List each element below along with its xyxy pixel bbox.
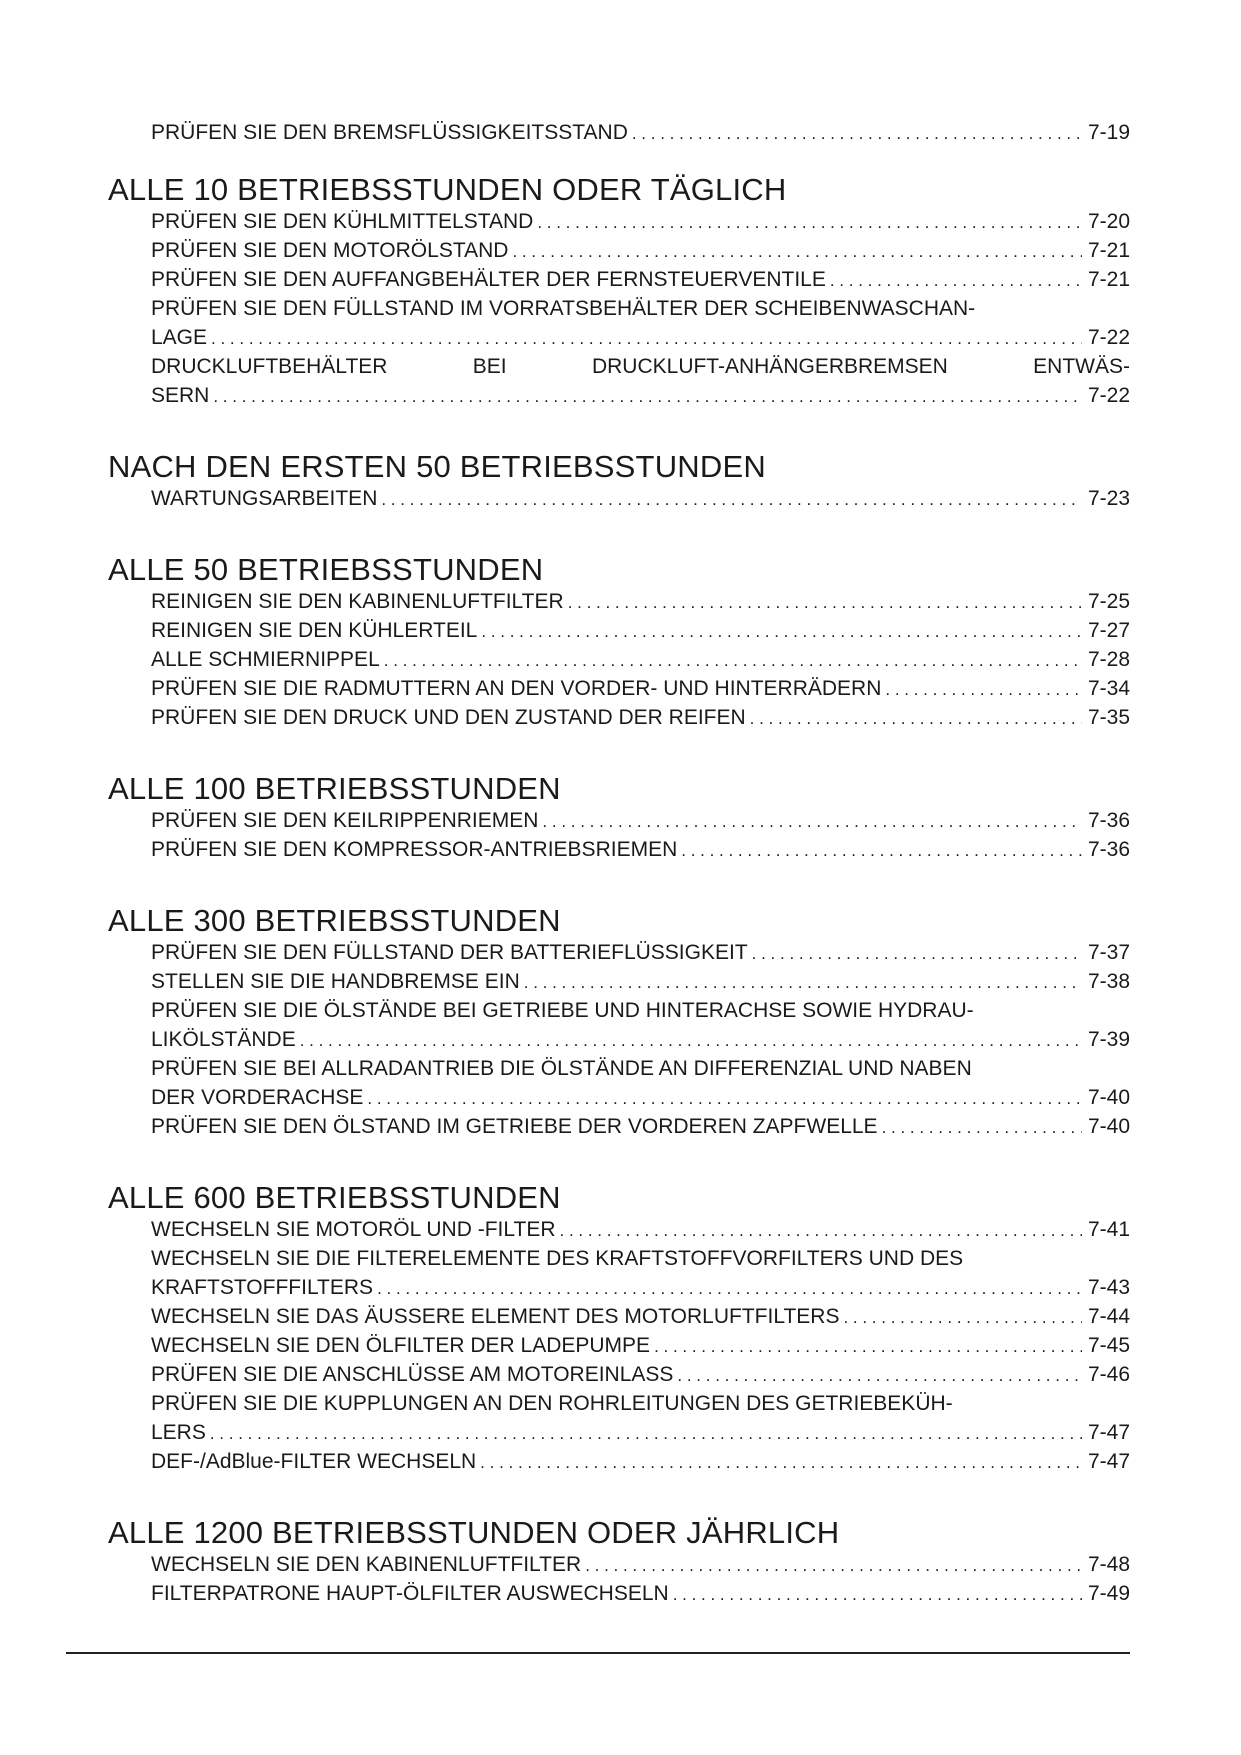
toc-entry-text-line1: WECHSELN SIE DIE FILTERELEMENTE DES KRAFTSTOFFVORFILTERS UND DES [151,1247,964,1270]
toc-entry [151,1302,1130,1331]
word: DRUCKLUFT-ANHÄNGERBREMSEN [591,355,948,378]
toc-entry [151,938,1130,967]
toc-entry-text: PRÜFEN SIE DEN MOTORÖLSTAND [151,239,509,262]
toc-entry-text: PRÜFEN SIE DEN ÖLSTAND IM GETRIEBE DER VORDEREN ZAPFWELLE [151,1115,878,1138]
toc-entry [151,207,1130,236]
footer-rule [66,1652,1130,1654]
toc-entry [151,1550,1130,1579]
table-of-contents [108,118,1130,1608]
toc-entry-text: LIKÖLSTÄNDE [151,1028,296,1051]
toc-section [108,772,1130,864]
toc-entry-text: REINIGEN SIE DEN KABINENLUFTFILTER [151,590,564,613]
toc-entry-text: DER VORDERACHSE [151,1086,364,1109]
toc-entry-text: LERS [151,1421,206,1444]
dot-leader [512,236,1082,266]
dot-leader [654,1331,1082,1361]
toc-entry-page: 7-43 [1087,1276,1130,1299]
toc-entry-text: LAGE [151,326,208,349]
dot-leader [568,587,1082,617]
dot-leader [882,1112,1082,1142]
toc-entry-page: 7-19 [1087,121,1130,144]
toc-entry-text: STELLEN SIE DIE HANDBREMSE EIN [151,970,520,993]
dot-leader [381,484,1082,514]
section-heading: ALLE 10 BETRIEBSSTUNDEN ODER TÄGLICH [108,172,787,207]
toc-entry-page: 7-40 [1087,1115,1130,1138]
section-heading: NACH DEN ERSTEN 50 BETRIEBSSTUNDEN [108,449,766,484]
dot-leader [585,1550,1082,1580]
toc-entry-text-line1: PRÜFEN SIE BEI ALLRADANTRIEB DIE ÖLSTÄNDE AN DIFFERENZIAL UND NABEN [151,1057,972,1080]
dot-leader [632,118,1082,148]
top-entries [151,118,1130,147]
dot-leader [213,381,1082,411]
toc-entry-page: 7-44 [1087,1305,1130,1328]
toc-entry [151,352,1130,410]
toc-entry-page: 7-37 [1087,941,1130,964]
toc-entry-page: 7-28 [1087,648,1130,671]
toc-entry [151,835,1130,864]
toc-entry-page: 7-49 [1087,1582,1130,1605]
toc-entry [151,645,1130,674]
dot-leader [681,835,1082,865]
toc-entry-page: 7-38 [1087,970,1130,993]
toc-entry [151,1244,1130,1302]
toc-entry-page: 7-45 [1087,1334,1130,1357]
toc-entry-page: 7-21 [1087,239,1130,262]
dot-leader [673,1579,1082,1609]
toc-entry [151,1360,1130,1389]
toc-entry-page: 7-27 [1087,619,1130,642]
toc-entry [151,1331,1130,1360]
dot-leader [752,938,1082,968]
toc-entry-text: PRÜFEN SIE DEN FÜLLSTAND DER BATTERIEFLÜSSIGKEIT [151,941,748,964]
toc-entry-text: WECHSELN SIE DEN KABINENLUFTFILTER [151,1553,582,1576]
dot-leader [560,1215,1082,1245]
toc-entry-text: PRÜFEN SIE DEN BREMSFLÜSSIGKEITSSTAND [151,121,628,144]
dot-leader [750,703,1082,733]
toc-section [108,173,1130,410]
toc-entry [151,587,1130,616]
toc-entry-page: 7-22 [1087,326,1130,349]
toc-section [108,1516,1130,1608]
dot-leader [377,1273,1082,1303]
section-heading: ALLE 300 BETRIEBSSTUNDEN [108,903,561,938]
toc-entry-page: 7-36 [1087,809,1130,832]
toc-entry-page: 7-35 [1087,706,1130,729]
dot-leader [885,674,1082,704]
toc-entry [151,265,1130,294]
toc-entry-text-line1: PRÜFEN SIE DIE ÖLSTÄNDE BEI GETRIEBE UND HINTERACHSE SOWIE HYDRAU- [151,999,974,1022]
toc-entry-page: 7-36 [1087,838,1130,861]
toc-entry-text: PRÜFEN SIE DEN KEILRIPPENRIEMEN [151,809,539,832]
toc-entry-text: FILTERPATRONE HAUPT-ÖLFILTER AUSWECHSELN [151,1582,669,1605]
toc-entry [151,1112,1130,1141]
toc-entry [151,484,1130,513]
toc-entry-text: PRÜFEN SIE DIE ANSCHLÜSSE AM MOTOREINLASS [151,1363,674,1386]
toc-entry-text: KRAFTSTOFFFILTERS [151,1276,374,1299]
toc-entry-page: 7-46 [1087,1363,1130,1386]
dot-leader [210,1418,1082,1448]
dot-leader [537,207,1082,237]
toc-entry [151,806,1130,835]
toc-section [108,904,1130,1141]
section-heading: ALLE 100 BETRIEBSSTUNDEN [108,771,561,806]
toc-entry-page: 7-41 [1087,1218,1130,1241]
toc-entry [151,967,1130,996]
toc-entry-text-line1: PRÜFEN SIE DEN FÜLLSTAND IM VORRATSBEHÄLTER DER SCHEIBENWASCHAN- [151,297,976,320]
toc-entry-text: REINIGEN SIE DEN KÜHLERTEIL [151,619,478,642]
dot-leader [843,1302,1082,1332]
toc-entry [151,1215,1130,1244]
toc-entry-text: WECHSELN SIE MOTORÖL UND -FILTER [151,1218,556,1241]
dot-leader [481,616,1082,646]
dot-leader [211,323,1082,353]
toc-entry-page: 7-23 [1087,487,1130,510]
dot-leader [480,1447,1082,1477]
toc-entry-page: 7-20 [1087,210,1130,233]
toc-entry-text: DEF-/AdBlue-FILTER WECHSELN [151,1450,477,1473]
toc-entry-page: 7-47 [1087,1450,1130,1473]
toc-entry-page: 7-40 [1087,1086,1130,1109]
toc-entry-page: 7-34 [1087,677,1130,700]
dot-leader [677,1360,1082,1390]
section-heading: ALLE 50 BETRIEBSSTUNDEN [108,552,544,587]
toc-entry [151,294,1130,352]
toc-entry [151,1389,1130,1447]
dot-leader [830,265,1082,295]
toc-entry-text: PRÜFEN SIE DEN AUFFANGBEHÄLTER DER FERNSTEUERVENTILE [151,268,826,291]
toc-entry-text: ALLE SCHMIERNIPPEL [151,648,380,671]
section-heading: ALLE 1200 BETRIEBSSTUNDEN ODER JÄHRLICH [108,1515,840,1550]
toc-entry-text-line1: PRÜFEN SIE DIE KUPPLUNGEN AN DEN ROHRLEITUNGEN DES GETRIEBEKÜH- [151,1392,953,1415]
toc-entry-text: WECHSELN SIE DAS ÄUSSERE ELEMENT DES MOTORLUFTFILTERS [151,1305,840,1328]
toc-entry-text-line1 [151,352,1130,381]
section-heading: ALLE 600 BETRIEBSSTUNDEN [108,1180,561,1215]
toc-entry-page: 7-47 [1087,1421,1130,1444]
toc-entry-text: PRÜFEN SIE DEN KÜHLMITTELSTAND [151,210,534,233]
toc-entry [151,236,1130,265]
toc-entry-text: PRÜFEN SIE DEN KOMPRESSOR-ANTRIEBSRIEMEN [151,838,678,861]
toc-entry [151,703,1130,732]
toc-entry-page: 7-21 [1087,268,1130,291]
dot-leader [524,967,1082,997]
toc-entry [151,1054,1130,1112]
dot-leader [542,806,1082,836]
dot-leader [367,1083,1082,1113]
toc-entry [151,616,1130,645]
toc-entry [151,1447,1130,1476]
toc-entry-text: SERN [151,384,210,407]
toc-section [108,450,1130,513]
toc-entry-page: 7-22 [1087,384,1130,407]
toc-entry-page: 7-39 [1087,1028,1130,1051]
toc-section [108,1181,1130,1476]
toc-entry [151,118,1130,147]
toc-entry-text: WARTUNGSARBEITEN [151,487,378,510]
toc-entry-text: PRÜFEN SIE DIE RADMUTTERN AN DEN VORDER- UND HINTERRÄDERN [151,677,882,700]
toc-entry-text: WECHSELN SIE DEN ÖLFILTER DER LADEPUMPE [151,1334,651,1357]
dot-leader [384,645,1082,675]
toc-entry [151,996,1130,1054]
toc-section [108,553,1130,732]
toc-entry [151,1579,1130,1608]
toc-entry-page: 7-25 [1087,590,1130,613]
toc-entry [151,674,1130,703]
toc-entry-page: 7-48 [1087,1553,1130,1576]
word: ENTWÄS- [1033,355,1130,378]
toc-entry-text: PRÜFEN SIE DEN DRUCK UND DEN ZUSTAND DER REIFEN [151,706,746,729]
word: BEI [472,355,507,378]
word: DRUCKLUFTBEHÄLTER [151,355,388,378]
dot-leader [300,1025,1082,1055]
